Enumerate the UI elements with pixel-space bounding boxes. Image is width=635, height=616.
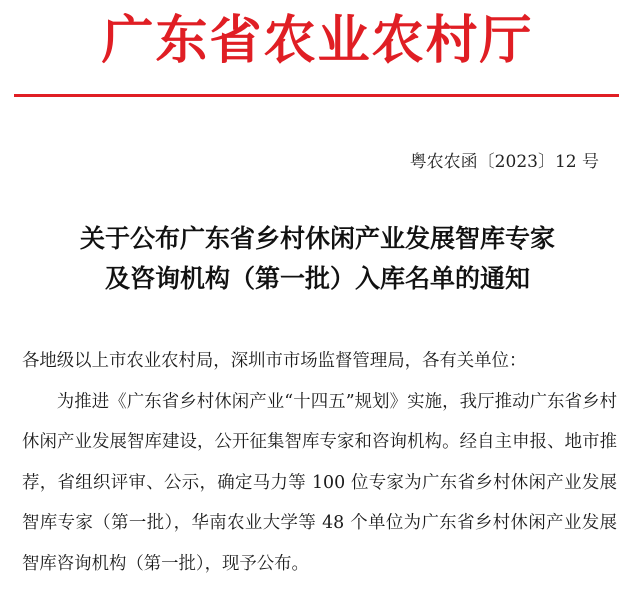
masthead-title: 广东省农业农村厅 (101, 10, 534, 71)
document-number: 粤农农函〔2023〕12 号 (409, 152, 599, 172)
salutation: 各地级以上市农业农村局，深圳市市场监督管理局，各有关单位： (22, 351, 527, 371)
notice-title-line-2: 及咨询机构（第一批）入库名单的通知 (104, 264, 530, 293)
notice-title-line-1: 关于公布广东省乡村休闲产业发展智库专家 (79, 224, 555, 253)
notice-title (0, 219, 635, 299)
body-paragraph-1: 为推进《广东省乡村休闲产业“十四五”规划》实施，我厅推动广东省乡村休闲产业发展智库建设，公开征集智库专家和咨询机构。经自主申报、地市推荐，省组织评审、公示，确定马力等 100 位专家为广东省乡村休闲产业发展智库专家（第一批），华南农业大学等 48 个单位为广东省乡村休闲产业发展智库咨询机构（第一批），现予公布。 (22, 391, 617, 574)
notice-body (22, 341, 617, 584)
red-divider-line (14, 94, 619, 97)
